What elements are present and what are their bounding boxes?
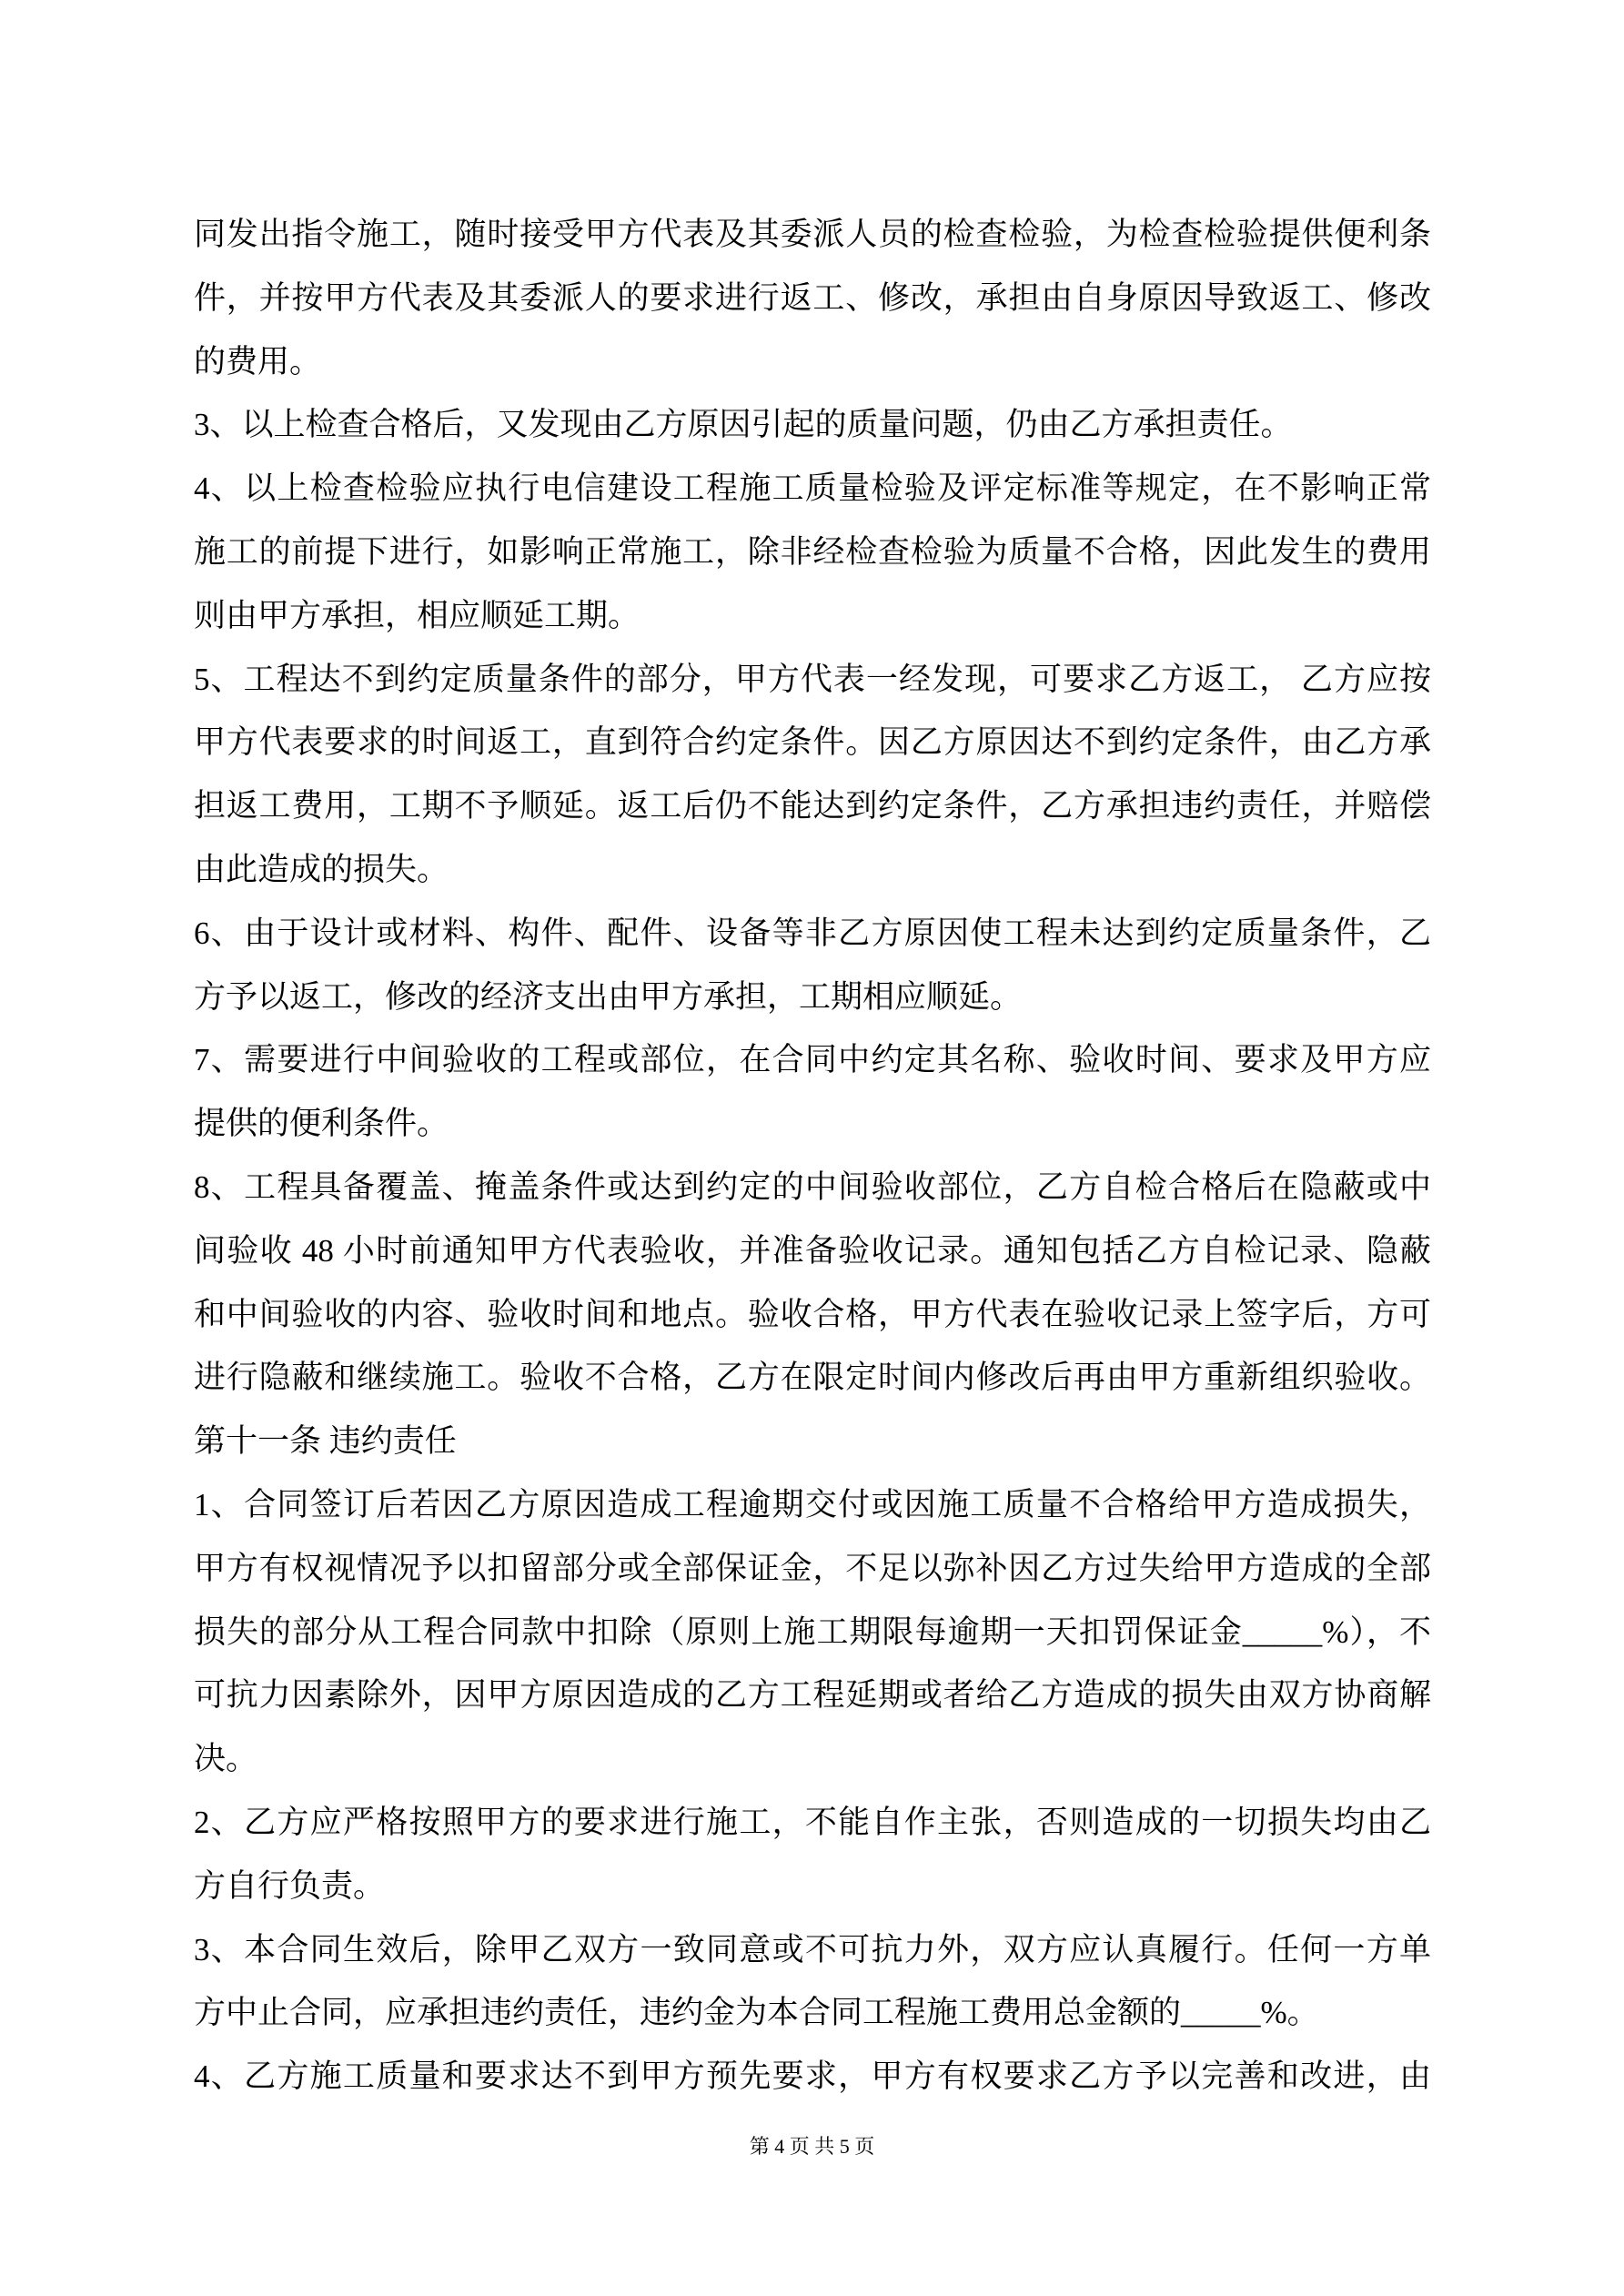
text-line: 施工的前提下进行，如影响正常施工，除非经检查检验为质量不合格，因此发生的费用 [194, 533, 1431, 570]
text-line: 4、以上检查检验应执行电信建设工程施工质量检验及评定标准等规定，在不影响正常 [194, 470, 1431, 507]
text-line: 6、由于设计或材料、构件、配件、设备等非乙方原因使工程未达到约定质量条件，乙 [194, 915, 1431, 951]
text-line: 5、工程达不到约定质量条件的部分，甲方代表一经发现，可要求乙方返工， 乙方应按 [194, 661, 1431, 697]
text-line: 3、本合同生效后，除甲乙双方一致同意或不可抗力外，双方应认真履行。任何一方单 [194, 1931, 1431, 1967]
text-line: 方自行负责。 [194, 1867, 386, 1904]
page-footer [0, 2130, 1624, 2162]
text-line: 决。 [194, 1741, 258, 1777]
text-line: 甲方代表要求的时间返工，直到符合约定条件。因乙方原因达不到约定条件，由乙方承 [194, 724, 1431, 761]
text-line: 2、乙方应严格按照甲方的要求进行施工，不能自作主张，否则造成的一切损失均由乙 [194, 1804, 1431, 1840]
text-line: 1、合同签订后若因乙方原因造成工程逾期交付或因施工质量不合格给甲方造成损失， [194, 1486, 1431, 1522]
page-number-text: 第 4 页 共 5 页 [749, 2135, 875, 2158]
text-line: 3、以上检查合格后，又发现由乙方原因引起的质量问题，仍由乙方承担责任。 [194, 407, 1293, 443]
text-line: 进行隐蔽和继续施工。验收不合格，乙方在限定时间内修改后再由甲方重新组织验收。 [194, 1360, 1431, 1396]
text-line: 和中间验收的内容、验收时间和地点。验收合格，甲方代表在验收记录上签字后，方可 [194, 1296, 1431, 1332]
text-line: 4、乙方施工质量和要求达不到甲方预先要求，甲方有权要求乙方予以完善和改进，由 [194, 2058, 1431, 2095]
text-line: 可抗力因素除外，因甲方原因造成的乙方工程延期或者给乙方造成的损失由双方协商解 [194, 1677, 1431, 1714]
text-line: 方中止合同，应承担违约责任，违约金为本合同工程施工费用总金额的_____%。 [194, 1995, 1319, 2031]
text-line: 甲方有权视情况予以扣留部分或全部保证金，不足以弥补因乙方过失给甲方造成的全部 [194, 1550, 1431, 1586]
text-line: 由此造成的损失。 [194, 851, 449, 887]
text-line: 的费用。 [194, 343, 322, 379]
text-line: 担返工费用，工期不予顺延。返工后仍不能达到约定条件，乙方承担违约责任，并赔偿 [194, 788, 1431, 824]
text-line: 8、工程具备覆盖、掩盖条件或达到约定的中间验收部位，乙方自检合格后在隐蔽或中 [194, 1168, 1431, 1205]
text-line: 件，并按甲方代表及其委派人的要求进行返工、修改，承担由自身原因导致返工、修改 [194, 279, 1431, 316]
contract-text-block [194, 203, 1431, 2109]
text-line: 方予以返工，修改的经济支出由甲方承担，工期相应顺延。 [194, 978, 1023, 1015]
text-line: 同发出指令施工，随时接受甲方代表及其委派人员的检查检验，为检查检验提供便利条 [194, 217, 1431, 252]
text-line: 7、需要进行中间验收的工程或部位，在合同中约定其名称、验收时间、要求及甲方应 [194, 1042, 1431, 1078]
text-line: 损失的部分从工程合同款中扣除（原则上施工期限每逾期一天扣罚保证金_____%），不 [194, 1613, 1431, 1650]
text-line: 则由甲方承担，相应顺延工期。 [194, 597, 641, 633]
text-line: 间验收 48 小时前通知甲方代表验收，并准备验收记录。通知包括乙方自检记录、隐蔽 [194, 1232, 1431, 1269]
text-line: 第十一条 违约责任 [194, 1423, 457, 1460]
text-line: 提供的便利条件。 [194, 1106, 449, 1142]
